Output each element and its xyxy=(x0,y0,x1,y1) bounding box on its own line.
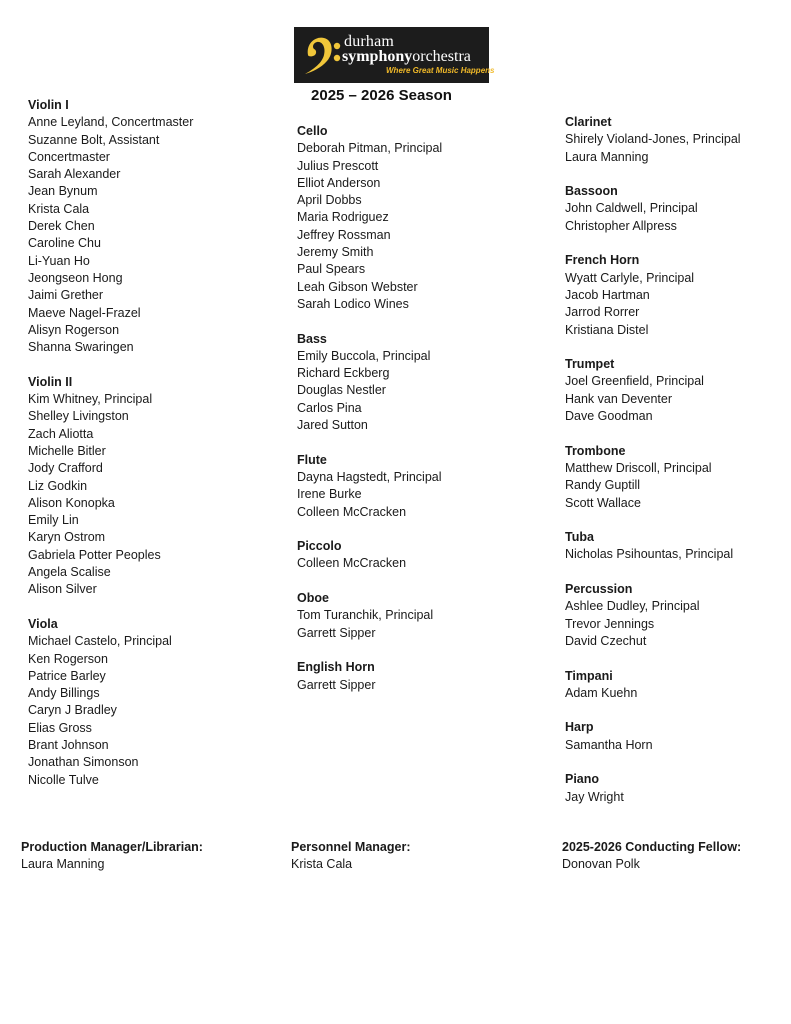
member-name: Jay Wright xyxy=(565,789,624,804)
member-name: Sarah Lodico Wines xyxy=(297,296,409,311)
section-oboe xyxy=(297,590,442,642)
member-name: Caryn J Bradley xyxy=(28,703,117,718)
member-name: Andy Billings xyxy=(28,686,100,701)
section-violin-ii xyxy=(28,374,193,599)
member-name: Ashlee Dudley, Principal xyxy=(565,599,700,614)
member-name: Christopher Allpress xyxy=(565,218,677,233)
member-name: Anne Leyland, Concertmaster xyxy=(28,115,194,130)
member-name: Suzanne Bolt, Assistant xyxy=(28,132,160,147)
member-name: Jody Crafford xyxy=(28,461,103,476)
member-name: Shirely Violand-Jones, Principal xyxy=(565,132,741,147)
section-title: Piccolo xyxy=(297,539,342,554)
section-flute xyxy=(297,452,442,521)
member-name: Patrice Barley xyxy=(28,668,106,683)
member-name: Shelley Livingston xyxy=(28,409,129,424)
member-name: Angela Scalise xyxy=(28,565,111,580)
section-cello xyxy=(297,123,442,313)
member-name: Michelle Bitler xyxy=(28,443,106,458)
section-title: Percussion xyxy=(565,582,633,597)
member-name: Douglas Nestler xyxy=(297,383,386,398)
section-english-horn xyxy=(297,659,442,694)
member-name: Jared Sutton xyxy=(297,418,368,433)
member-name: Li-Yuan Ho xyxy=(28,253,90,268)
member-name: Carlos Pina xyxy=(297,400,362,415)
section-title: French Horn xyxy=(565,253,640,268)
section-title: Trumpet xyxy=(565,357,615,372)
footer-name: Donovan Polk xyxy=(562,857,640,872)
member-name: Irene Burke xyxy=(297,487,362,502)
member-name: Tom Turanchik, Principal xyxy=(297,608,434,623)
section-title: Cello xyxy=(297,124,328,138)
member-name: Jean Bynum xyxy=(28,184,98,199)
member-name: Garrett Sipper xyxy=(297,677,376,692)
member-name: Randy Guptill xyxy=(565,478,641,493)
footer-title: Production Manager/Librarian: xyxy=(21,840,203,854)
footer-title: Personnel Manager: xyxy=(291,840,411,854)
section-title: Timpani xyxy=(565,668,613,683)
member-name: Dave Goodman xyxy=(565,409,653,424)
member-name: Nicholas Psihountas, Principal xyxy=(565,547,734,562)
member-name: Adam Kuehn xyxy=(565,685,638,700)
member-name: Emily Lin xyxy=(28,513,79,528)
season-title: 2025 – 2026 Season xyxy=(311,87,452,104)
member-name: Joel Greenfield, Principal xyxy=(565,374,704,389)
member-name: Liz Godkin xyxy=(28,478,88,493)
member-name: Paul Spears xyxy=(297,262,366,277)
member-name: Dayna Hagstedt, Principal xyxy=(297,469,442,484)
member-name: David Czechut xyxy=(565,633,647,648)
member-name: Leah Gibson Webster xyxy=(297,279,418,294)
section-tuba xyxy=(565,529,741,564)
logo-line-durham: durham xyxy=(344,33,395,50)
member-name: Jeongseon Hong xyxy=(28,270,123,285)
member-name: Colleen McCracken xyxy=(297,556,407,571)
member-name: Samantha Horn xyxy=(565,737,653,752)
section-title: Violin I xyxy=(28,98,69,112)
member-name: Richard Eckberg xyxy=(297,366,390,381)
logo-symphony: symphony xyxy=(342,48,413,65)
member-name: Jarrod Rorrer xyxy=(565,305,640,320)
member-name: Wyatt Carlyle, Principal xyxy=(565,270,695,285)
member-name: Garrett Sipper xyxy=(297,625,376,640)
section-title: Trombone xyxy=(565,443,626,458)
section-viola xyxy=(28,616,193,789)
member-name: John Caldwell, Principal xyxy=(565,201,698,216)
member-name: Jacob Hartman xyxy=(565,287,650,302)
member-name: Krista Cala xyxy=(28,201,90,216)
footer-title: 2025-2026 Conducting Fellow: xyxy=(562,840,742,854)
logo-line-symphony-orchestra xyxy=(342,49,471,65)
member-name: Colleen McCracken xyxy=(297,504,407,519)
section-title: Bass xyxy=(297,331,327,346)
member-name: Julius Prescott xyxy=(297,158,379,173)
member-name: Alison Silver xyxy=(28,582,97,597)
member-name: Gabriela Potter Peoples xyxy=(28,547,161,562)
member-name: Kristiana Distel xyxy=(565,322,649,337)
section-title: Viola xyxy=(28,616,58,631)
section-percussion xyxy=(565,581,741,650)
footer-personnel-manager xyxy=(291,839,410,874)
section-harp xyxy=(565,719,741,754)
section-title: Tuba xyxy=(565,530,594,545)
member-name: Elliot Anderson xyxy=(297,175,381,190)
member-name: April Dobbs xyxy=(297,193,362,208)
member-name: Laura Manning xyxy=(565,149,649,164)
roster-column-1 xyxy=(28,97,193,806)
member-name: Nicolle Tulve xyxy=(28,772,99,787)
footer-conducting-fellow xyxy=(562,839,741,874)
footer-name: Krista Cala xyxy=(291,857,353,872)
section-trumpet xyxy=(565,356,741,425)
section-title: Piano xyxy=(565,772,600,787)
member-name: Scott Wallace xyxy=(565,495,641,510)
member-name: Concertmaster xyxy=(28,149,110,164)
section-clarinet xyxy=(565,114,741,166)
section-bass xyxy=(297,331,442,435)
member-name: Alisyn Rogerson xyxy=(28,322,120,337)
member-name: Elias Gross xyxy=(28,720,92,735)
roster-column-3 xyxy=(565,114,741,823)
member-name: Ken Rogerson xyxy=(28,651,108,666)
member-name: Derek Chen xyxy=(28,219,95,234)
section-piano xyxy=(565,771,741,806)
section-title: Flute xyxy=(297,452,327,467)
section-violin-i xyxy=(28,97,193,356)
member-name: Matthew Driscoll, Principal xyxy=(565,460,712,475)
member-name: Hank van Deventer xyxy=(565,391,673,406)
section-title: Oboe xyxy=(297,591,329,606)
member-name: Michael Castelo, Principal xyxy=(28,634,172,649)
member-name: Jeffrey Rossman xyxy=(297,227,391,242)
member-name: Kim Whitney, Principal xyxy=(28,392,153,407)
section-title: English Horn xyxy=(297,660,375,675)
member-name: Brant Johnson xyxy=(28,737,109,752)
section-bassoon xyxy=(565,183,741,235)
section-title: Harp xyxy=(565,720,594,735)
orchestra-logo xyxy=(294,27,495,83)
member-name: Maeve Nagel-Frazel xyxy=(28,305,141,320)
bass-clef-icon xyxy=(300,33,344,77)
member-name: Karyn Ostrom xyxy=(28,530,106,545)
member-name: Jaimi Grether xyxy=(28,288,104,303)
logo-tagline: Where Great Music Happens xyxy=(386,66,495,75)
section-piccolo xyxy=(297,538,442,573)
member-name: Zach Aliotta xyxy=(28,426,94,441)
member-name: Maria Rodriguez xyxy=(297,210,389,225)
roster-column-2 xyxy=(297,123,442,711)
member-name: Jeremy Smith xyxy=(297,245,374,260)
section-title: Bassoon xyxy=(565,184,618,199)
member-name: Deborah Pitman, Principal xyxy=(297,141,443,156)
section-title: Violin II xyxy=(28,374,73,389)
section-timpani xyxy=(565,668,741,703)
footer-production-manager xyxy=(21,839,203,874)
section-trombone xyxy=(565,443,741,512)
member-name: Shanna Swaringen xyxy=(28,340,134,355)
member-name: Emily Buccola, Principal xyxy=(297,348,431,363)
member-name: Trevor Jennings xyxy=(565,616,655,631)
section-title: Clarinet xyxy=(565,115,612,129)
member-name: Jonathan Simonson xyxy=(28,755,139,770)
member-name: Sarah Alexander xyxy=(28,167,121,182)
section-french-horn xyxy=(565,252,741,338)
member-name: Alison Konopka xyxy=(28,495,115,510)
footer-name: Laura Manning xyxy=(21,857,105,872)
logo-orchestra: orchestra xyxy=(412,48,471,65)
member-name: Caroline Chu xyxy=(28,236,101,251)
